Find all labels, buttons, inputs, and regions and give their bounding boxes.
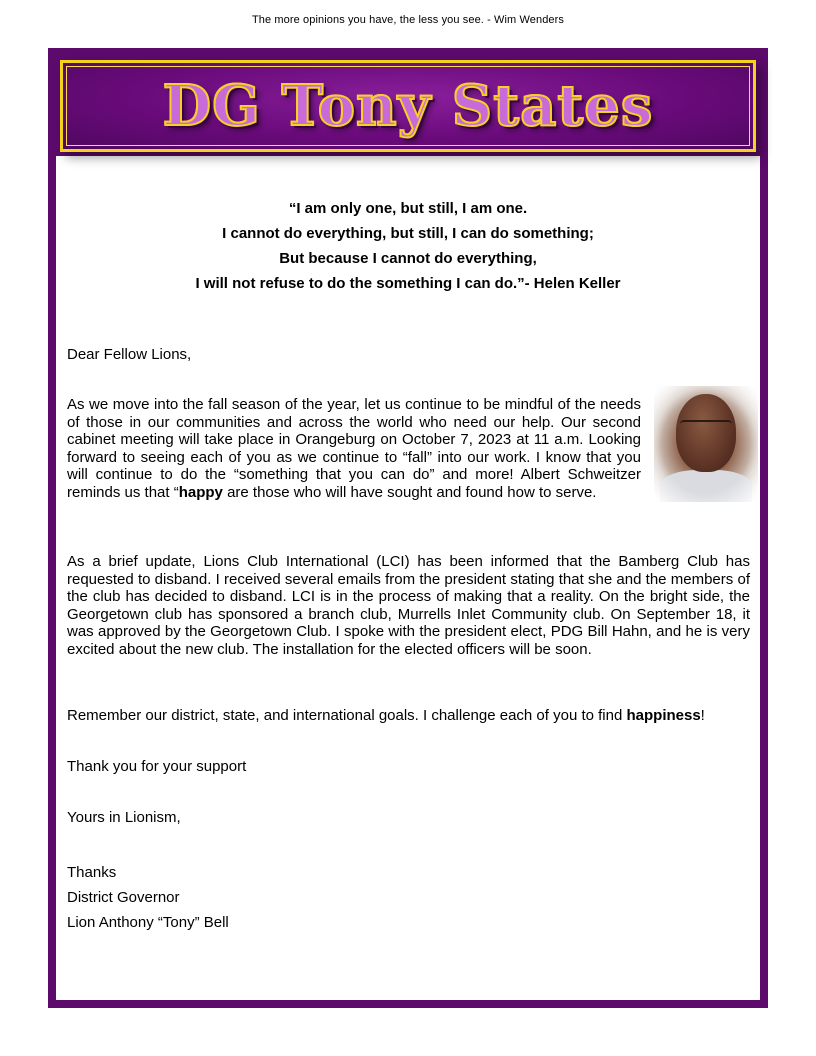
photo-shirt <box>660 470 752 510</box>
helen-keller-quote <box>56 196 760 296</box>
paragraph-text: Remember our district, state, and international goals. I challenge each of you to find <box>67 707 627 724</box>
support-line: Thank you for your support <box>67 758 247 775</box>
governor-photo <box>654 386 758 502</box>
banner <box>56 56 760 156</box>
banner-box <box>60 60 756 152</box>
header-quote: The more opinions you have, the less you see. - Wim Wenders <box>251 14 564 26</box>
banner-title: DG Tony States <box>162 73 654 139</box>
paragraph-text: ! <box>700 707 705 724</box>
signature-line: District Governor <box>67 889 180 906</box>
signature-line: Lion Anthony “Tony” Bell <box>67 914 229 931</box>
quote-line: I will not refuse to do the something I can do.”- Helen Keller <box>195 275 621 292</box>
paragraph-text: As we move into the fall season of the year, let us continue to be mindful of the needs of those in our communities and across the world who need our help. Our second cabinet meeting will take place in Orangeburg on October 7, 2023 at 11 a.m. Looking forward to seeing each of you as we continue to “fall” into our work. I know that you will continue to do the “something that you can do” and more! Albert Schweitzer reminds us that “ <box>67 396 641 501</box>
emphasis-happy: happy <box>178 483 223 501</box>
paragraph-goals <box>67 707 750 725</box>
newsletter-frame <box>48 48 768 1008</box>
quote-line: “I am only one, but still, I am one. <box>288 200 528 217</box>
salutation: Dear Fellow Lions, <box>67 346 192 363</box>
quote-line: I cannot do everything, but still, I can do something; <box>222 225 594 242</box>
quote-line: But because I cannot do everything, <box>279 250 537 267</box>
glasses-icon <box>680 420 732 434</box>
paragraph-update: As a brief update, Lions Club International (LCI) has been informed that the Bamberg Club has requested to disband. I received several emails from the president stating that she and the members of the club has decided to disband. LCI is in the process of making that a reality. On the bright side, the Georgetown club has sponsored a branch club, Murrells Inlet Community club. On September 18, it was approved by the Georgetown Club. I spoke with the president elect, PDG Bill Hahn, and he is very excited about the new club. The installation for the elected officers will be soon. <box>67 553 750 658</box>
paragraph-text: are those who will have sought and found how to serve. <box>222 483 597 501</box>
signature-line: Thanks <box>67 864 117 881</box>
emphasis-happiness: happiness <box>626 707 701 724</box>
paragraph-fall-season <box>67 396 641 502</box>
signature-block <box>67 860 750 935</box>
closing-line: Yours in Lionism, <box>67 809 181 826</box>
